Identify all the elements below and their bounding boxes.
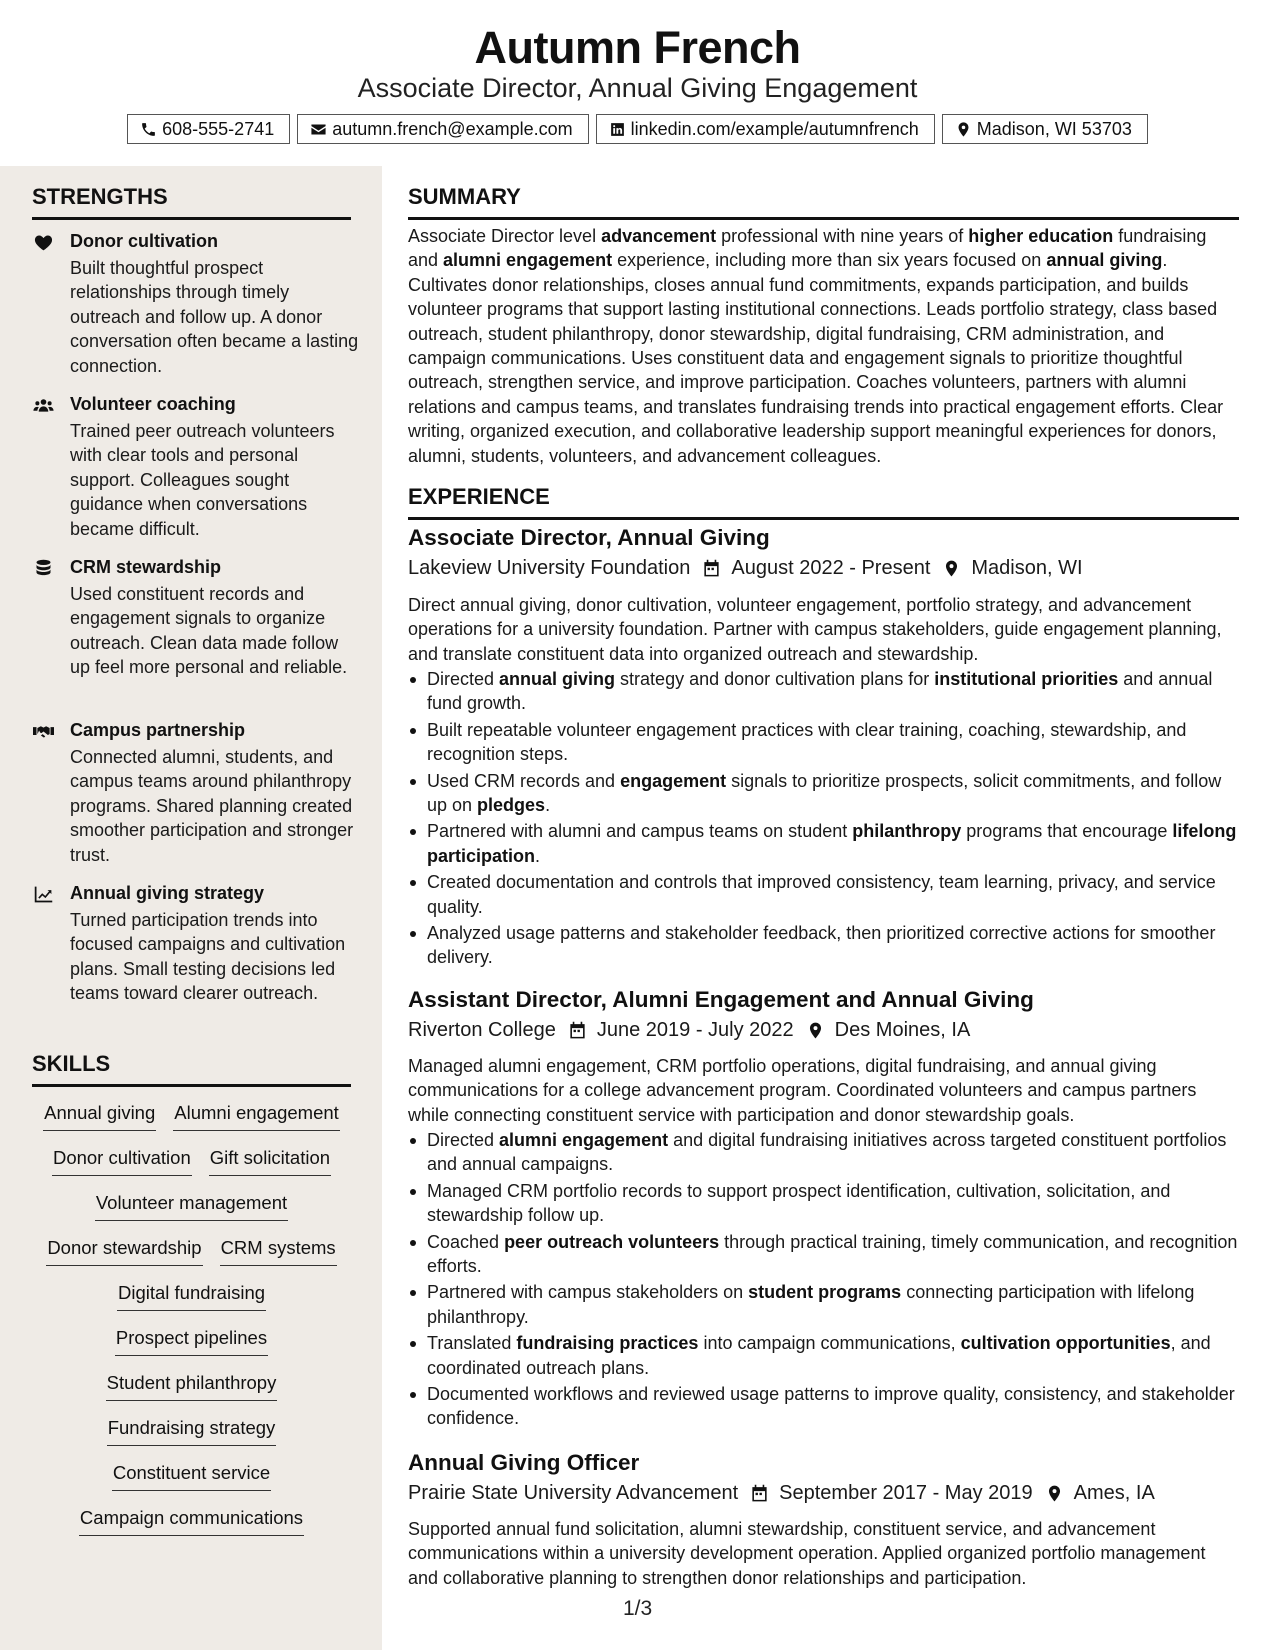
skill-tag: Donor stewardship xyxy=(46,1237,202,1266)
job-meta xyxy=(408,1482,1155,1505)
job-dates: June 2019 - July 2022 xyxy=(596,1019,794,1041)
email-text: autumn.french@example.com xyxy=(332,118,573,139)
skill-row xyxy=(32,1327,351,1356)
summary-text: fundraising and xyxy=(408,226,1207,271)
phone-icon xyxy=(140,121,157,138)
bullet-text: and digital fundraising initiatives across targeted constituent portfolios and annual campaigns. xyxy=(427,1130,1227,1175)
bullet-text: Partnered with campus stakeholders on xyxy=(427,1282,749,1303)
bullet-item xyxy=(408,718,1239,767)
skill-tag: Gift solicitation xyxy=(209,1147,331,1176)
contact-bar xyxy=(0,114,1275,144)
skill-tag: Alumni engagement xyxy=(173,1102,340,1131)
bullet-emphasis: institutional priorities xyxy=(934,669,1119,689)
job-bullets xyxy=(408,667,1239,972)
job-location: Des Moines, IA xyxy=(834,1019,971,1041)
chart-line-icon xyxy=(33,884,54,905)
bullet-item xyxy=(408,769,1239,818)
skill-row xyxy=(32,1372,351,1401)
skill-tag: Digital fundraising xyxy=(117,1282,266,1311)
bullet-text: programs that encourage xyxy=(961,821,1173,842)
skill-row xyxy=(32,1237,351,1266)
bullet-item xyxy=(408,1230,1239,1279)
map-pin-icon xyxy=(955,121,972,138)
skills-heading: SKILLS xyxy=(32,1051,351,1087)
summary-text: professional with nine years of xyxy=(716,226,969,246)
contact-email[interactable] xyxy=(297,114,588,144)
job-meta xyxy=(408,1019,970,1042)
bullet-text: Analyzed usage patterns and stakeholder feedback, then prioritized corrective actions for smoother delivery. xyxy=(427,923,1216,968)
strengths-section xyxy=(32,184,351,220)
bullet-text: strategy and donor cultivation plans for xyxy=(615,669,935,689)
bullet-text: connecting participation with lifelong philanthropy. xyxy=(427,1282,1195,1327)
bullet-text: . xyxy=(545,795,551,816)
skill-tag: CRM systems xyxy=(220,1237,337,1266)
bullet-text: Managed CRM portfolio records to support prospect identification, cultivation, solicitation, and stewardship follow up. xyxy=(427,1180,1171,1226)
strength-desc: Turned participation trends into focused campaigns and cultivation plans. Small testing decisions led teams toward clearer outreach. xyxy=(70,910,346,1004)
job-title: Associate Director, Annual Giving xyxy=(408,525,770,550)
job-description: Supported annual fund solicitation, alumni stewardship, constituent service, and advancement communications within a university development operation. Applied organized portfolio management and collaborative planning to strengthen donor relationships and participation. xyxy=(408,1519,1206,1588)
skill-tag: Donor cultivation xyxy=(52,1147,192,1176)
summary-emphasis: annual giving xyxy=(1046,250,1163,271)
bullet-item xyxy=(408,1280,1239,1329)
bullet-emphasis: cultivation opportunities xyxy=(960,1333,1171,1354)
resume-header xyxy=(0,0,1275,165)
strength-name: CRM stewardship xyxy=(70,557,222,577)
summary-text: experience, including more than six years focused on xyxy=(612,250,1047,271)
job-org: Prairie State University Advancement xyxy=(408,1482,739,1504)
job-bullets xyxy=(408,1128,1239,1433)
users-icon xyxy=(33,395,54,416)
job-org: Lakeview University Foundation xyxy=(408,557,691,579)
skills-section xyxy=(32,1051,351,1087)
database-icon xyxy=(33,558,54,579)
summary-emphasis: advancement xyxy=(601,226,717,246)
summary-text: Associate Director level xyxy=(408,226,602,246)
skill-tag: Annual giving xyxy=(43,1102,156,1131)
bullet-emphasis: philanthropy xyxy=(852,821,962,842)
job-meta xyxy=(408,557,1083,580)
summary-heading: SUMMARY xyxy=(408,184,1239,220)
calendar-icon xyxy=(702,559,721,578)
skill-row xyxy=(32,1147,351,1176)
strengths-heading: STRENGTHS xyxy=(32,184,351,220)
bullet-text: into campaign communications, xyxy=(698,1333,961,1354)
bullet-text: Created documentation and controls that improved consistency, team learning, privacy, and service quality. xyxy=(427,872,1216,917)
envelope-icon xyxy=(310,121,327,138)
job-org: Riverton College xyxy=(408,1019,556,1041)
skill-tag: Constituent service xyxy=(112,1462,271,1491)
strength-desc: Built thoughtful prospect relationships through timely outreach and follow up. A donor conversation often became a lasting connection. xyxy=(70,258,359,376)
job-dates: September 2017 - May 2019 xyxy=(779,1482,1033,1504)
bullet-emphasis: pledges xyxy=(477,795,546,816)
bullet-text: Translated xyxy=(427,1333,517,1354)
bullet-text: signals to prioritize prospects, solicit commitments, and follow up on xyxy=(427,770,1222,816)
skill-tag: Student philanthropy xyxy=(106,1372,278,1401)
contact-location xyxy=(942,114,1148,144)
heart-icon xyxy=(33,232,54,253)
skill-row xyxy=(32,1462,351,1491)
map-pin-icon xyxy=(1045,1484,1064,1503)
skill-row xyxy=(32,1417,351,1446)
bullet-text: Directed xyxy=(427,1130,500,1150)
bullet-item xyxy=(408,819,1239,868)
bullet-emphasis: annual giving xyxy=(499,669,616,689)
bullet-item xyxy=(408,1179,1239,1228)
bullet-text: through practical training, timely communication, and recognition efforts. xyxy=(427,1231,1238,1277)
page-number: 1/3 xyxy=(623,1597,653,1620)
bullet-item xyxy=(408,921,1239,970)
bullet-text: Directed xyxy=(427,669,500,689)
strength-name: Volunteer coaching xyxy=(70,394,236,414)
calendar-icon xyxy=(568,1021,587,1040)
bullet-item xyxy=(408,1331,1239,1380)
bullet-emphasis: lifelong participation xyxy=(427,821,1237,866)
bullet-text: . xyxy=(535,845,541,866)
bullet-item xyxy=(408,870,1239,919)
bullet-emphasis: fundraising practices xyxy=(516,1333,699,1354)
skill-row xyxy=(32,1507,351,1536)
contact-linkedin[interactable] xyxy=(596,114,935,144)
summary-emphasis: alumni engagement xyxy=(443,250,613,271)
skill-tag: Fundraising strategy xyxy=(107,1417,277,1446)
contact-phone[interactable] xyxy=(127,114,290,144)
job-description: Direct annual giving, donor cultivation, volunteer engagement, portfolio strategy, and advancement operations for a university foundation. Partner with campus stakeholders, guide engagement planning, and translate constituent data into organized outreach and stewardship. xyxy=(408,595,1222,664)
bullet-emphasis: student programs xyxy=(748,1282,902,1303)
location-text: Madison, WI 53703 xyxy=(976,118,1132,139)
map-pin-icon xyxy=(942,559,961,578)
skill-row xyxy=(32,1102,351,1131)
bullet-text: , and coordinated outreach plans. xyxy=(427,1333,1211,1378)
strength-desc: Connected alumni, students, and campus teams around philanthropy programs. Shared planning created smoother participation and stronger trust. xyxy=(70,747,354,865)
strength-name: Donor cultivation xyxy=(70,231,218,251)
skill-row xyxy=(32,1192,351,1221)
linkedin-icon xyxy=(609,121,626,138)
job-title: Assistant Director, Alumni Engagement and Annual Giving xyxy=(408,987,1034,1012)
strength-name: Campus partnership xyxy=(70,720,246,740)
skill-row xyxy=(32,1282,351,1311)
bullet-text: and annual fund growth. xyxy=(427,669,1213,714)
phone-text: 608-555-2741 xyxy=(162,118,275,139)
bullet-text: Partnered with alumni and campus teams on student xyxy=(427,821,853,842)
skill-tag: Volunteer management xyxy=(95,1192,288,1221)
bullet-item xyxy=(408,667,1239,716)
skill-tag: Campaign communications xyxy=(79,1507,304,1536)
candidate-name: Autumn French xyxy=(474,22,801,73)
strength-desc: Trained peer outreach volunteers with clear tools and personal support. Colleagues sought guidance when conversations became difficult. xyxy=(70,421,335,539)
strength-name: Annual giving strategy xyxy=(70,883,265,903)
summary-emphasis: higher education xyxy=(968,226,1114,246)
job-location: Ames, IA xyxy=(1073,1482,1155,1504)
bullet-emphasis: peer outreach volunteers xyxy=(504,1231,720,1252)
bullet-item xyxy=(408,1382,1239,1431)
bullet-text: Used CRM records and xyxy=(427,770,621,791)
job-description: Managed alumni engagement, CRM portfolio operations, digital fundraising, and annual giving communications for a college advancement program. Coordinated volunteers and campus partners while connecting constituent service with participation and donor stewardship goals. xyxy=(408,1056,1197,1125)
job-location: Madison, WI xyxy=(971,557,1083,579)
bullet-emphasis: alumni engagement xyxy=(499,1130,669,1150)
strength-desc: Used constituent records and engagement signals to organize outreach. Clean data made follow up feel more personal and reliable. xyxy=(70,584,348,678)
map-pin-icon xyxy=(806,1021,825,1040)
candidate-title: Associate Director, Annual Giving Engagement xyxy=(357,73,918,103)
summary-text: . Cultivates donor relationships, closes annual fund commitments, expands participation, and builds volunteer programs that support lasting institutional connections. Leads portfolio strategy, class based outreach, student philanthropy, donor stewardship, digital fundraising, CRM administration, and campaign communications. Uses constituent data and engagement signals to prioritize thoughtful outreach, strengthen service, and improve participation. Coaches volunteers, partners with alumni relations and campus teams, and translates fundraising trends into practical engagement efforts. Clear writing, organized execution, and collaborative leadership support meaningful experiences for donors, alumni, students, volunteers, and advancement colleagues. xyxy=(408,250,1224,466)
experience-heading: EXPERIENCE xyxy=(408,484,1239,520)
calendar-icon xyxy=(750,1484,769,1503)
summary-text xyxy=(408,224,1239,468)
bullet-text: Coached xyxy=(427,1231,505,1252)
job-dates: August 2022 - Present xyxy=(731,557,931,579)
bullet-text: Documented workflows and reviewed usage patterns to improve quality, consistency, and stakeholder confidence. xyxy=(427,1384,1235,1429)
skill-tag: Prospect pipelines xyxy=(115,1327,268,1356)
bullet-text: Built repeatable volunteer engagement practices with clear training, coaching, stewardship, and recognition steps. xyxy=(427,719,1187,765)
linkedin-text: linkedin.com/example/autumnfrench xyxy=(630,118,919,139)
handshake-icon xyxy=(33,721,54,742)
job-title: Annual Giving Officer xyxy=(408,1450,640,1475)
sidebar xyxy=(0,166,382,1650)
bullet-emphasis: engagement xyxy=(620,770,727,791)
bullet-item xyxy=(408,1128,1239,1177)
